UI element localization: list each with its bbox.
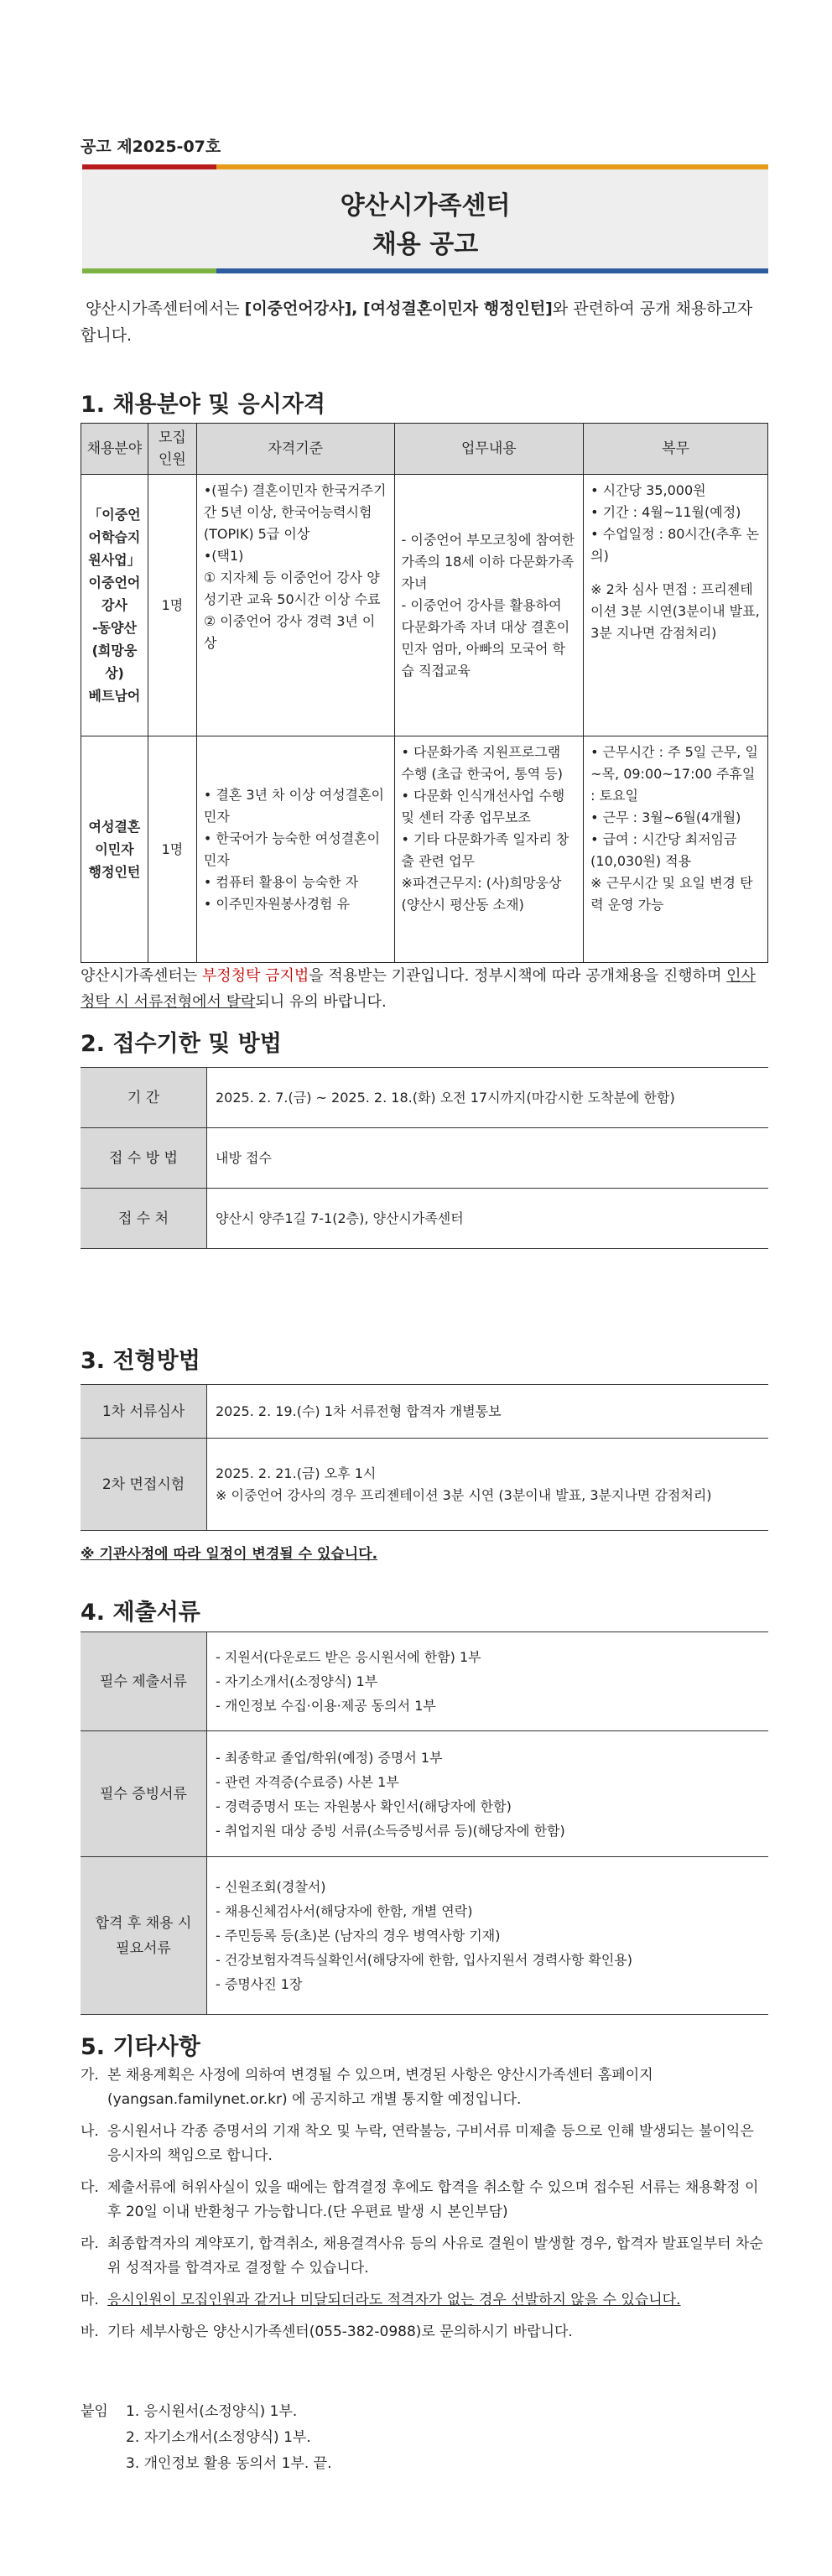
attachments [81, 2399, 332, 2477]
selection-table [81, 1384, 768, 1531]
header-duties: 업무내용 [394, 424, 584, 475]
duties-line: - 이중언어 부모코칭에 참여한 가족의 18세 이하 다문화가족 자녀 [401, 531, 575, 591]
title-stripe-bottom-green [82, 268, 216, 273]
list-item: - 취업지원 대상 증빙 서류(소득증빙서류 등)(해당자에 한함) [216, 1822, 565, 1839]
docs-group-items [207, 1857, 769, 2015]
qualification-line: • 컴퓨터 활용이 능숙한 자 [203, 873, 359, 890]
intro-paragraph [81, 295, 768, 349]
item-text: 최종합격자의 계약포기, 합격취소, 채용결격사유 등의 사유로 결원이 발생할 경우, 합격자 발표일부터 차순위 성적자를 합격자로 결정할 수 있습니다. [107, 2235, 763, 2277]
conditions-line: • 기간 : 4월~11월(예정) [590, 504, 741, 520]
list-item: - 신원조회(경찰서) [216, 1879, 326, 1895]
list-item [81, 2176, 768, 2225]
notice-number: 공고 제2025-07호 [81, 138, 221, 156]
qualification-line: • 한국어가 능숙한 여성결혼이민자 [203, 830, 381, 868]
conditions-line: • 급여 : 시간당 최저임금(10,030원) 적용 [590, 831, 737, 869]
list-item [81, 2288, 768, 2313]
conditions-line: • 수업일정 : 80시간(추후 논의) [590, 526, 760, 564]
qualification-line: • 이주민자원봉사경험 유 [203, 895, 351, 912]
application-table [81, 1067, 768, 1249]
period-value: 2025. 2. 7.(금) ~ 2025. 2. 18.(화) 오전 17시까지(마감시한 도착분에 한함) [207, 1068, 769, 1128]
section3-heading: 3. 전형방법 [81, 1348, 200, 1374]
header-count: 모집인원 [148, 424, 196, 475]
place-value: 양산시 양주1길 7-1(2층), 양산시가족센터 [207, 1189, 769, 1249]
docs-group-label: 합격 후 채용 시 필요서류 [81, 1857, 207, 2015]
row2-field-line: 행정인턴 [88, 864, 141, 880]
list-item [81, 2320, 768, 2344]
documents-table [81, 1631, 768, 2015]
item-text: 응시원서나 각종 증명서의 기재 착오 및 누락, 연락불능, 구비서류 미제출 등으로 인해 발생되는 불이익은 응시자의 책임으로 합니다. [107, 2123, 754, 2164]
item-text: 기타 세부사항은 양산시가족센터(055-382-0988)로 문의하시기 바랍니다. [107, 2324, 573, 2340]
item-mark: 바. [81, 2324, 99, 2340]
duties-line: • 다문화가족 지원프로그램 수행 (초급 한국어, 통역 등) [401, 744, 564, 782]
section5-heading: 5. 기타사항 [81, 2034, 200, 2060]
list-item: - 증명사진 1장 [216, 1976, 303, 1992]
docs-group-label: 필수 제출서류 [81, 1632, 207, 1731]
list-item [81, 2063, 768, 2112]
duties-line: - 이중언어 강사를 활용하여 다문화가족 자녀 대상 결혼이민자 엄마, 아빠의 모국어 학습 직접교육 [401, 596, 570, 679]
row1-duties [394, 475, 584, 736]
row1-field-line: 「이중언어학습지원사업」 [88, 507, 141, 568]
anti-graft-notice [81, 963, 768, 1015]
place-label: 접 수 처 [81, 1189, 207, 1249]
page-title-line1: 양산시가족센터 [340, 191, 511, 221]
row1-field-line: 이중언어강사 [88, 575, 141, 613]
stage1-value: 2025. 2. 19.(수) 1차 서류전형 합격자 개별통보 [207, 1385, 769, 1439]
row2-duties [394, 736, 584, 963]
title-stripe-bottom-blue [216, 268, 768, 273]
conditions-line: • 근무시간 : 주 5일 근무, 일~목, 09:00~17:00 주휴일 : 토요일 [590, 744, 758, 804]
row1-field-line: (희망웅상) [91, 643, 138, 681]
notice-text: 양산시가족센터는 [81, 967, 202, 985]
docs-group-label: 필수 증빙서류 [81, 1731, 207, 1857]
stage2-label: 2차 면접시험 [81, 1439, 207, 1531]
attachment-item: 2. 자기소개서(소정양식) 1부. [126, 2429, 311, 2446]
positions-table [81, 423, 768, 963]
row1-field-line: -동양산 [91, 620, 137, 636]
list-item: - 지원서(다운로드 받은 응시원서에 한함) 1부 [216, 1649, 481, 1665]
row2-count: 1명 [148, 736, 196, 963]
item-mark: 가. [81, 2067, 99, 2084]
row1-qualification [196, 475, 394, 736]
header-conditions: 복무 [584, 424, 768, 475]
notice-underlined-text: 인사 청탁 시 서류전형에서 탈락 [81, 967, 756, 1011]
section4-heading: 4. 제출서류 [81, 1600, 200, 1626]
conditions-line: ※ 2차 심사 면접 : 프리젠테이션 3분 시연(3분이내 발표, 3분 지나면 감점처리) [590, 581, 760, 641]
notice-text: 되니 유의 바랍니다. [255, 993, 387, 1011]
docs-group-items [207, 1632, 769, 1731]
qualification-line: ② 이중언어 강사 경력 3년 이상 [203, 613, 376, 651]
attachment-item: 3. 개인정보 활용 동의서 1부. 끝. [126, 2455, 332, 2472]
list-item: - 자기소개서(소정양식) 1부 [216, 1673, 378, 1689]
duties-line: ※파견근무지: (사)희망웅상 (양산시 평산동 소재) [401, 875, 562, 913]
conditions-line: • 시간당 35,000원 [590, 482, 706, 498]
stage1-label: 1차 서류심사 [81, 1385, 207, 1439]
row1-field [81, 475, 148, 736]
attachments-lead: 붙임 [81, 2403, 108, 2420]
list-item: - 주민등록 등(초)본 (남자의 경우 병역사항 기재) [216, 1928, 501, 1944]
row2-field-line: 여성결혼이민자 [88, 819, 141, 857]
item-mark: 다. [81, 2179, 99, 2196]
list-item: - 개인정보 수집·이용·제공 동의서 1부 [216, 1698, 436, 1714]
item-mark: 라. [81, 2235, 99, 2252]
item-text: 제출서류에 허위사실이 있을 때에는 합격결정 후에도 합격을 취소할 수 있으며 접수된 서류는 채용확정 이후 20일 이내 반환청구 가능합니다.(단 우편료 발생 시 본인부담) [107, 2179, 759, 2220]
qualification-line: ① 지자체 등 이중언어 강사 양성기관 교육 50시간 이상 수료 [203, 570, 381, 607]
title-stripe-top-orange [216, 164, 768, 169]
row1-field-line: 베트남어 [88, 688, 141, 704]
schedule-warning: ※ 기관사정에 따라 일정이 변경될 수 있습니다. [81, 1546, 378, 1563]
intro-text-end: 와 관련하여 공개 채용하고자 합니다. [81, 299, 753, 345]
header-qualification: 자격기준 [196, 424, 394, 475]
row2-field [81, 736, 148, 963]
duties-line: • 기타 다문화가족 일자리 창출 관련 업무 [401, 831, 569, 869]
intro-sep: , [351, 299, 363, 318]
notice-red-text: 부정청탁 금지법 [201, 967, 309, 985]
other-notes [81, 2063, 768, 2352]
docs-group-items [207, 1731, 769, 1857]
table-row [81, 736, 768, 963]
header-field: 채용분야 [81, 424, 148, 475]
item-text: 응시인원이 모집인원과 같거나 미달되더라도 적격자가 없는 경우 선발하지 않을 수 있습니다. [107, 2292, 681, 2308]
stage2-line: 2025. 2. 21.(금) 오후 1시 [216, 1465, 377, 1481]
duties-line: • 다문화 인식개선사업 수행 및 센터 각종 업무보조 [401, 788, 565, 825]
intro-job2: [여성결혼이민자 행정인턴] [362, 299, 553, 318]
list-item [81, 2232, 768, 2281]
table-row [81, 475, 768, 736]
method-value: 내방 접수 [207, 1128, 769, 1189]
list-item: - 경력증명서 또는 자원봉사 확인서(해당자에 한함) [216, 1798, 512, 1814]
method-label: 접 수 방 법 [81, 1128, 207, 1189]
list-item: - 최종학교 졸업/학위(예정) 증명서 1부 [216, 1749, 443, 1766]
conditions-line: • 근무 : 3월~6월(4개월) [590, 809, 741, 825]
row2-conditions [584, 736, 768, 963]
item-mark: 마. [81, 2292, 99, 2308]
row1-conditions [584, 475, 768, 736]
qualification-line: •(택1) [203, 548, 244, 564]
list-item: - 채용신체검사서(해당자에 한함, 개별 연락) [216, 1903, 473, 1919]
row2-qualification [196, 736, 394, 963]
qualification-line: • 결혼 3년 차 이상 여성결혼이민자 [203, 786, 384, 825]
stage2-line: ※ 이중언어 강사의 경우 프리젠테이션 3분 시연 (3분이내 발표, 3분지나면 감점처리) [216, 1486, 712, 1503]
item-mark: 나. [81, 2123, 99, 2140]
item-text: 본 채용계획은 사정에 의하여 변경될 수 있으며, 변경된 사항은 양산시가족센터 홈페이지(yangsan.familynet.or.kr) 에 공지하고 개별 통지할 예정입니다. [107, 2067, 653, 2108]
list-item: - 관련 자격증(수료증) 사본 1부 [216, 1773, 399, 1790]
intro-text: 양산시가족센터에서는 [86, 299, 245, 318]
row1-count: 1명 [148, 475, 196, 736]
list-item: - 건강보험자격득실확인서(해당자에 한함, 입사지원서 경력사항 확인용) [216, 1952, 632, 1968]
section2-heading: 2. 접수기한 및 방법 [81, 1031, 282, 1057]
conditions-line: ※ 근무시간 및 요일 변경 탄력 운영 가능 [590, 875, 753, 913]
attachment-item: 1. 응시원서(소정양식) 1부. [126, 2403, 298, 2420]
section1-heading: 1. 채용분야 및 응시자격 [81, 392, 325, 418]
page-title-line2: 채용 공고 [372, 230, 479, 259]
intro-job1: [이중언어강사] [244, 299, 352, 318]
period-label: 기 간 [81, 1068, 207, 1128]
qualification-line: •(필수) 결혼이민자 한국거주기간 5년 이상, 한국어능력시험(TOPIK) 5급 이상 [203, 482, 387, 542]
title-banner [82, 164, 768, 273]
title-stripe-top-red [82, 164, 216, 169]
stage2-value [207, 1439, 769, 1531]
list-item [81, 2120, 768, 2168]
notice-text: 을 적용받는 기관입니다. 정부시책에 따라 공개채용을 진행하며 [309, 967, 727, 985]
